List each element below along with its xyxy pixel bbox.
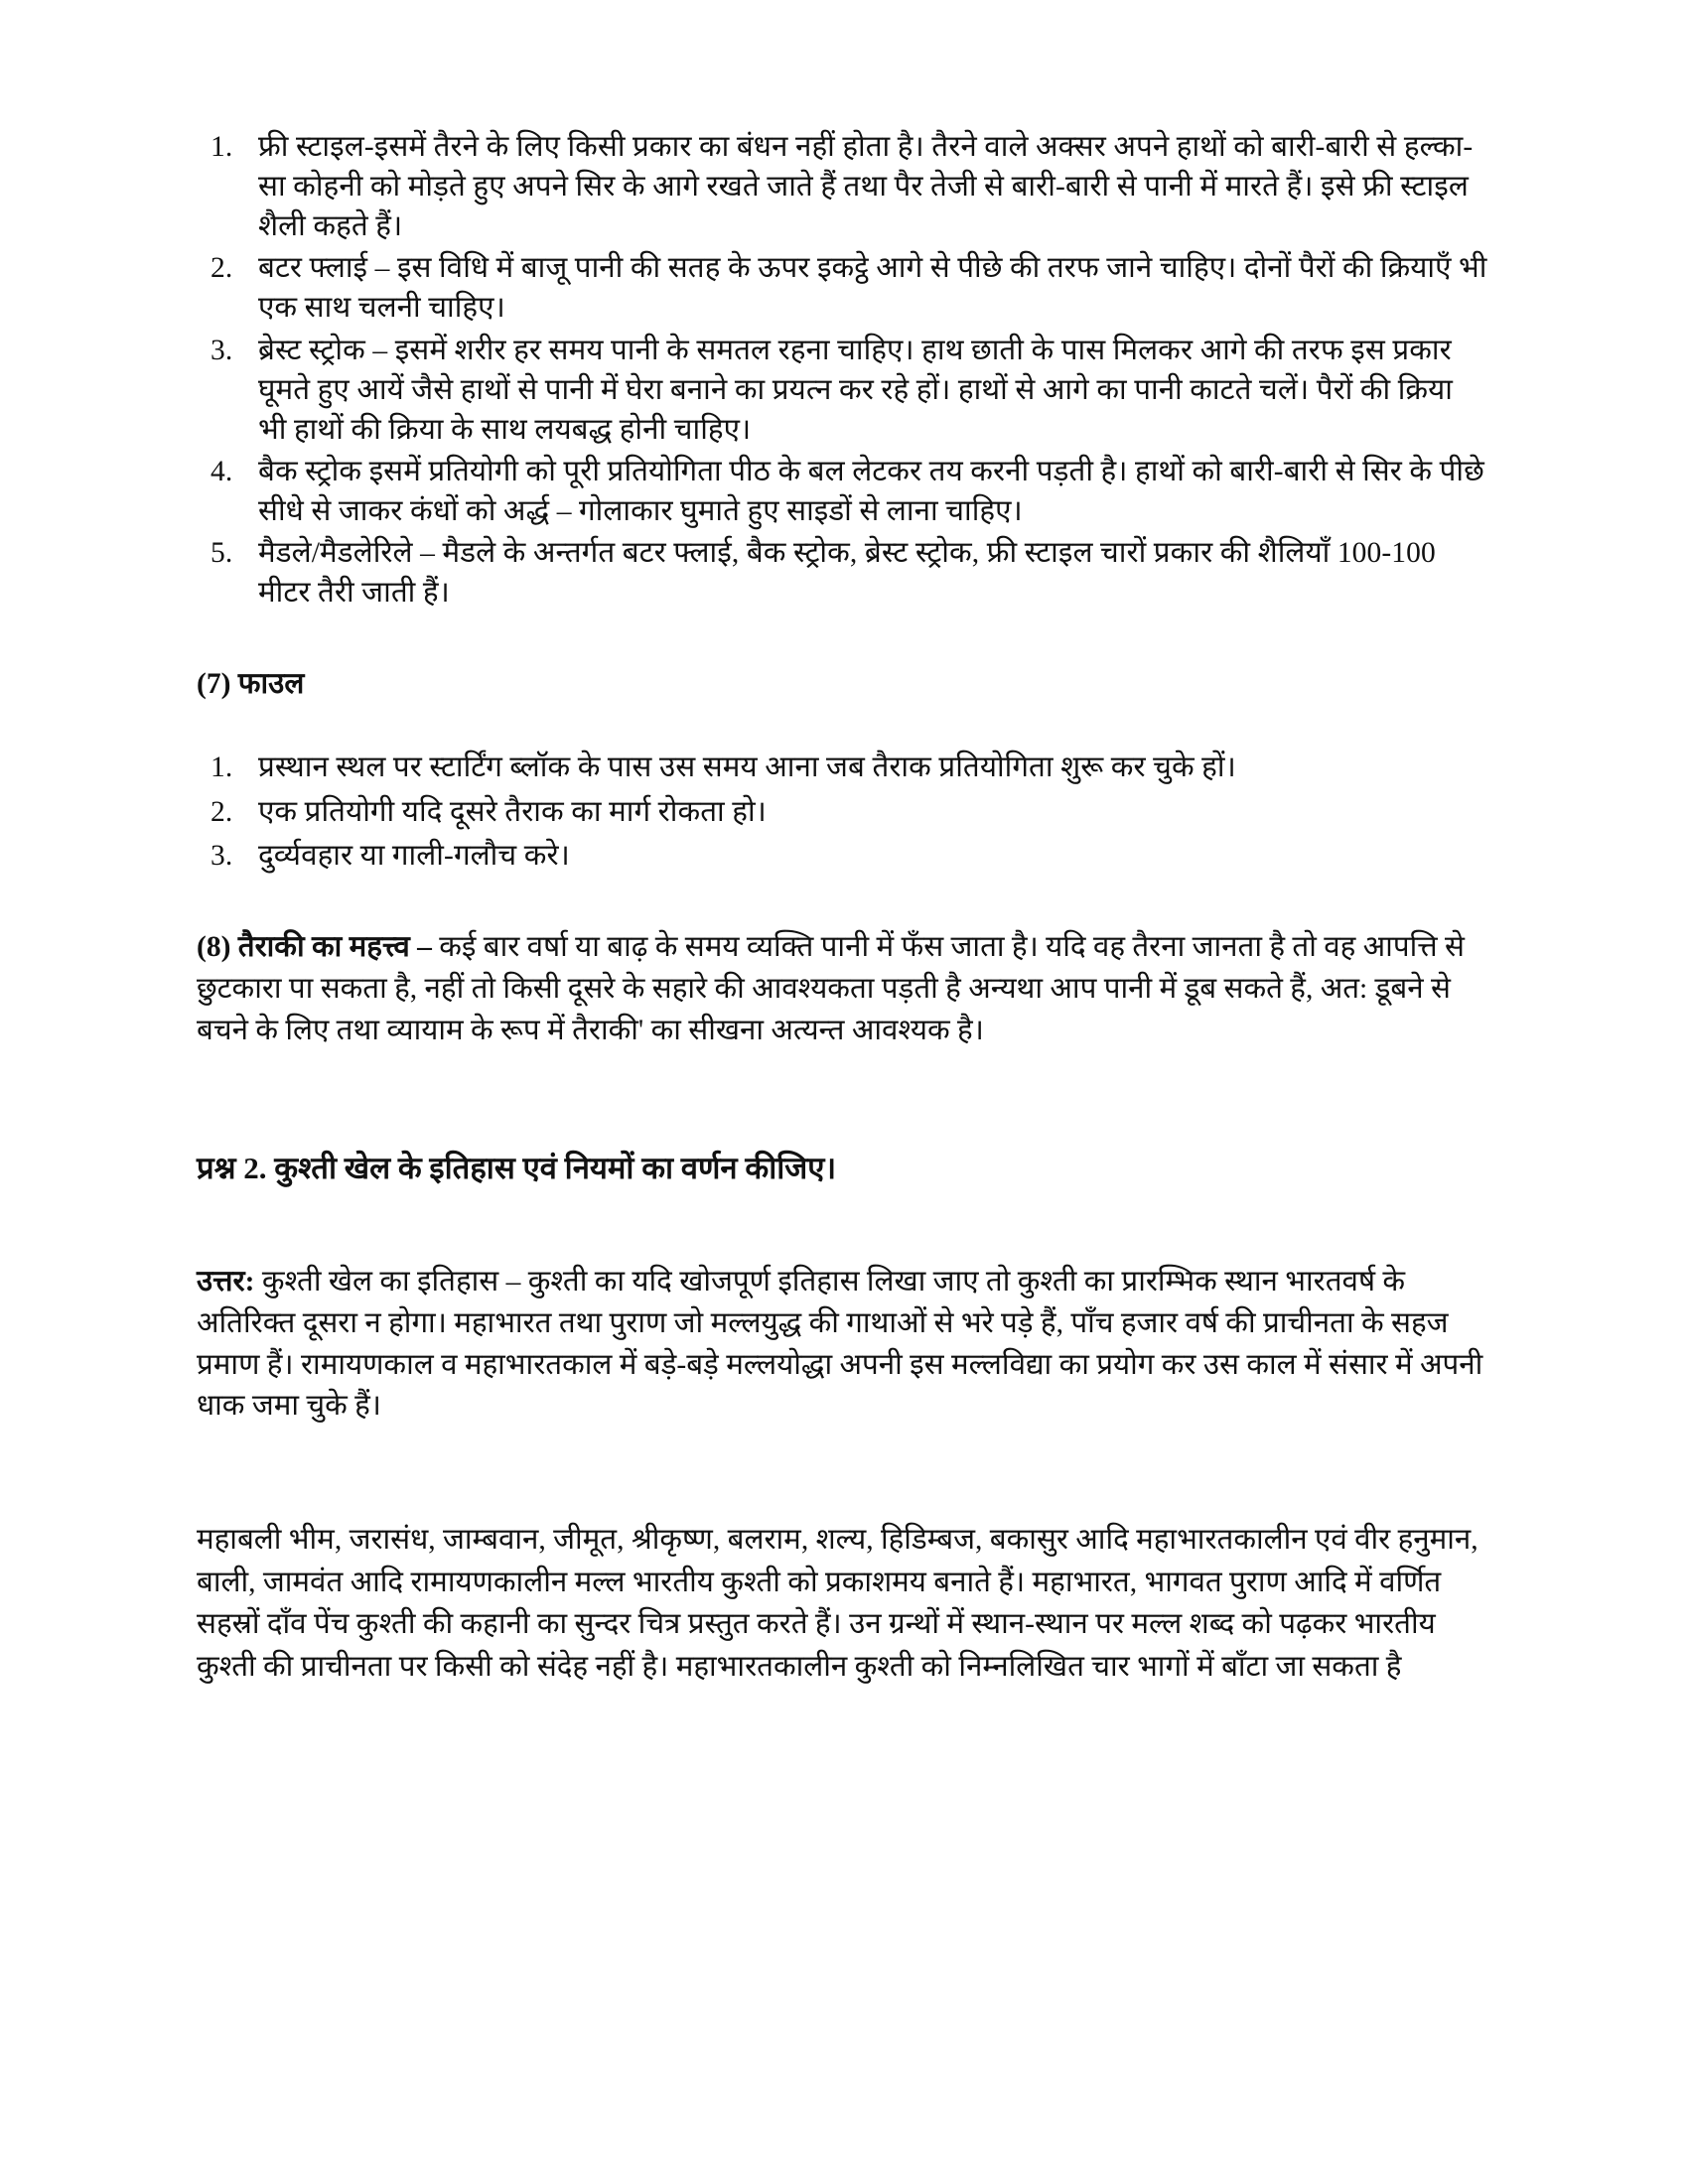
list-marker: 1.	[211, 751, 233, 784]
list-item	[197, 452, 1487, 531]
list-item	[197, 331, 1487, 450]
list-item	[197, 533, 1487, 613]
list-item	[197, 836, 1487, 876]
list-item-text: फ्री स्टाइल-इसमें तैरने के लिए किसी प्रकार का बंधन नहीं होता है। तैरने वाले अक्सर अपने हाथों को बारी-बारी से हल्का-सा कोहनी को मोड़ते हुए अपने सिर के आगे रखते जाते हैं तथा पैर तेजी से बारी-बारी से पानी में मारते हैं। इसे फ्री स्टाइल शैली कहते हैं।	[258, 131, 1474, 243]
list-item	[197, 792, 1487, 832]
list-item	[197, 127, 1487, 246]
list-marker: 2.	[211, 252, 233, 285]
importance-section-lead: (8) तैराकी का महत्त्व –	[197, 930, 440, 963]
document-content	[197, 127, 1487, 1688]
question-2-answer-paragraph-1	[197, 1262, 1487, 1429]
question-2-heading: प्रश्न 2. कुश्ती खेल के इतिहास एवं नियमों का वर्णन कीजिए।	[197, 1151, 837, 1186]
list-item-text: दुर्व्यवहार या गाली-गलौच करे।	[258, 839, 570, 872]
list-item-text: बटर फ्लाई – इस विधि में बाजू पानी की सतह के ऊपर इकट्ठे आगे से पीछे की तरफ जाने चाहिए। दोनों पैरों की क्रियाएँ भी एक साथ चलनी चाहिए।	[258, 252, 1487, 325]
list-item-text: बैक स्ट्रोक इसमें प्रतियोगी को पूरी प्रतियोगिता पीठ के बल लेटकर तय करनी पड़ती है। हाथों को बारी-बारी से सिर के पीछे सीधे से जाकर कंधों को अर्द्ध – गोलाकार घुमाते हुए साइडों से लाना चाहिए।	[258, 455, 1484, 527]
answer-label: उत्तर:	[197, 1265, 262, 1297]
list-item	[197, 248, 1487, 328]
list-item-text: ब्रेस्ट स्ट्रोक – इसमें शरीर हर समय पानी के समतल रहना चाहिए। हाथ छाती के पास मिलकर आगे की तरफ इस प्रकार घूमते हुए आयें जैसे हाथों से पानी में घेरा बनाने का प्रयत्न कर रहे हों। हाथों से आगे का पानी काटते चलें। पैरों की क्रिया भी हाथों की क्रिया के साथ लयबद्ध होनी चाहिए।	[258, 334, 1453, 446]
list-marker: 5.	[211, 537, 233, 570]
list-item-text: एक प्रतियोगी यदि दूसरे तैराक का मार्ग रोकता हो।	[258, 795, 767, 828]
list-marker: 4.	[211, 455, 233, 487]
list-item-text: प्रस्थान स्थल पर स्टार्टिंग ब्लॉक के पास उस समय आना जब तैराक प्रतियोगिता शुरू कर चुके हों।	[258, 751, 1236, 784]
list-marker: 3.	[211, 334, 233, 366]
swimming-styles-list	[197, 127, 1487, 613]
list-marker: 2.	[211, 795, 233, 828]
list-item-text: मैडले/मैडलेरिले – मैडले के अन्तर्गत बटर फ्लाई, बैक स्ट्रोक, ब्रेस्ट स्ट्रोक, फ्री स्टाइल चारों प्रकार की शैलियाँ 100-100 मीटर तैरी जाती हैं।	[258, 537, 1436, 610]
importance-section-body: कई बार वर्षा या बाढ़ के समय व्यक्ति पानी में फँस जाता है। यदि वह तैरना जानता है तो वह आपत्ति से छुटकारा पा सकता है, नहीं तो किसी दूसरे के सहारे की आवश्यकता पड़ती है अन्यथा आप पानी में डूब सकते हैं, अत: डूबने से बचने के लिए तथा व्यायाम के रूप में तैराकी' का सीखना अत्यन्त आवश्यक है।	[197, 930, 1465, 1046]
question-2-answer-paragraph-2: महाबली भीम, जरासंध, जाम्बवान, जीमूत, श्रीकृष्ण, बलराम, शल्य, हिडिम्बज, बकासुर आदि महाभारतकालीन एवं वीर हनुमान, बाली, जामवंत आदि रामायणकालीन मल्ल भारतीय कुश्ती को प्रकाशमय बनाते हैं। महाभारत, भागवत पुराण आदि में वर्णित सहस्रों दाँव पेंच कुश्ती की कहानी का सुन्दर चित्र प्रस्तुत करते हैं। उन ग्रन्थों में स्थान-स्थान पर मल्ल शब्द को पढ़कर भारतीय कुश्ती की प्राचीनता पर किसी को संदेह नहीं है। महाभारतकालीन कुश्ती को निम्नलिखित चार भागों में बाँटा जा सकता है	[197, 1524, 1478, 1683]
list-marker: 3.	[211, 839, 233, 872]
list-marker: 1.	[211, 131, 233, 163]
foul-section-heading: (7) फाउल	[197, 668, 305, 701]
list-item	[197, 748, 1487, 787]
foul-list	[197, 748, 1487, 875]
importance-section-paragraph	[197, 927, 1487, 1052]
answer-text: कुश्ती खेल का इतिहास – कुश्ती का यदि खोजपूर्ण इतिहास लिखा जाए तो कुश्ती का प्रारम्भिक स्थान भारतवर्ष के अतिरिक्त दूसरा न होगा। महाभारत तथा पुराण जो मल्लयुद्ध की गाथाओं से भरे पड़े हैं, पाँच हजार वर्ष की प्राचीनता के सहज प्रमाण हैं। रामायणकाल व महाभारतकाल में बड़े-बड़े मल्लयोद्धा अपनी इस मल्लविद्या का प्रयोग कर उस काल में संसार में अपनी धाक जमा चुके हैं।	[197, 1265, 1483, 1423]
